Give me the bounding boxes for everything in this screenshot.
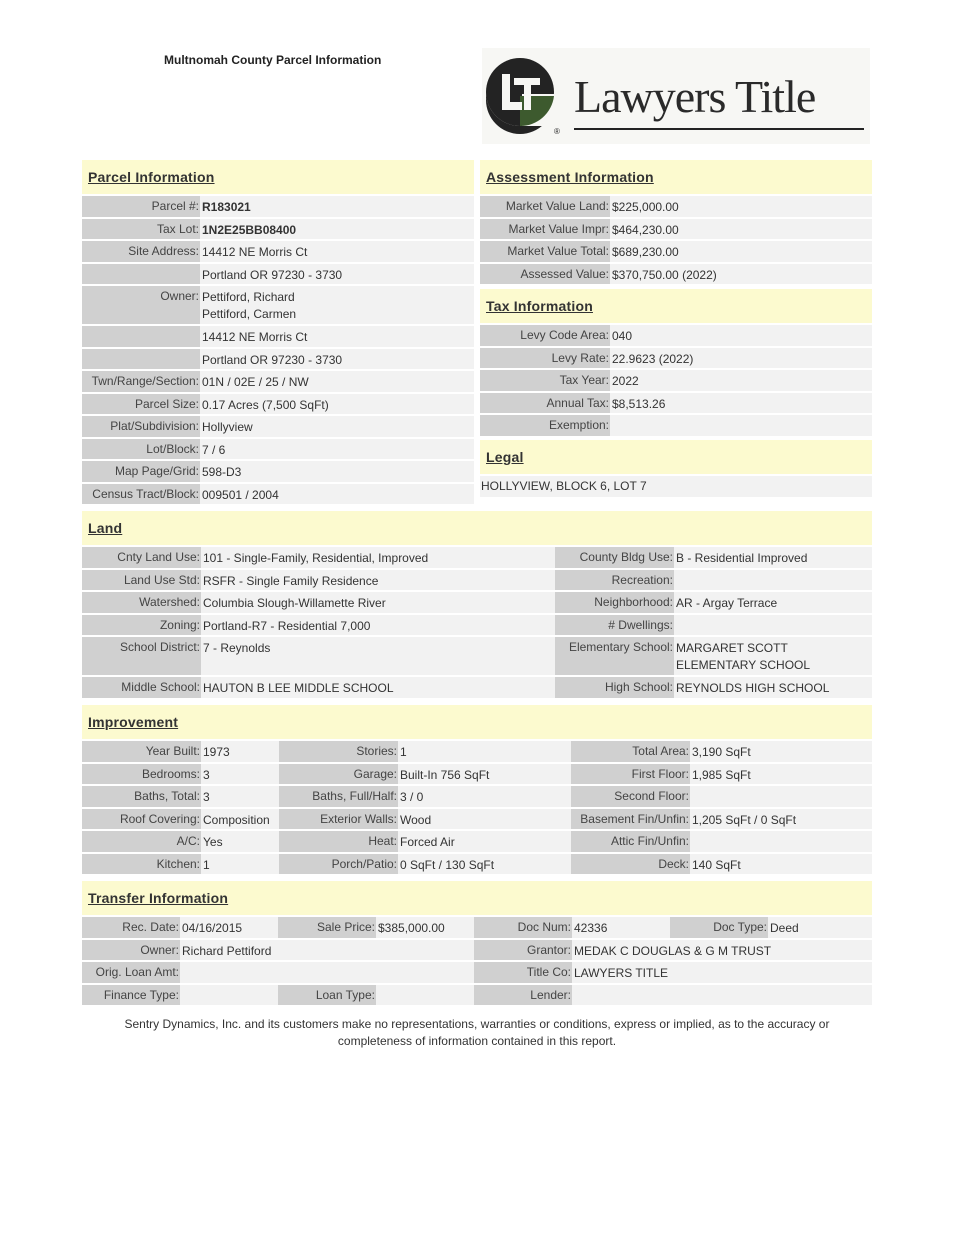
tax-heading: Tax Information: [486, 298, 593, 314]
improvement-label: Baths, Full/Half:: [279, 786, 398, 807]
improvement-value: 1973: [201, 741, 279, 762]
improvement-value: Forced Air: [398, 831, 571, 852]
land-row: [82, 677, 872, 698]
parcel-value: Portland OR 97230 - 3730: [200, 264, 474, 285]
tax-row: [480, 325, 872, 346]
parcel-label: Twn/Range/Section:: [82, 371, 200, 392]
lender-label: Lender:: [474, 985, 572, 1006]
tax-value: 22.9623 (2022): [610, 348, 872, 369]
assessment-information-section: [480, 160, 872, 284]
improvement-value: [690, 831, 872, 852]
improvement-label: Deck:: [571, 854, 690, 875]
tax-value: 2022: [610, 370, 872, 391]
land-value: 7 - Reynolds: [201, 637, 555, 675]
tax-label: Levy Rate:: [480, 348, 610, 369]
lt-emblem-icon: [484, 56, 564, 136]
parcel-value: Portland OR 97230 - 3730: [200, 349, 474, 370]
land-value: HAUTON B LEE MIDDLE SCHOOL: [201, 677, 555, 698]
improvement-label: Year Built:: [82, 741, 201, 762]
parcel-row: [82, 326, 474, 347]
land-label: Elementary School:: [555, 637, 674, 675]
improvement-value: 140 SqFt: [690, 854, 872, 875]
parcel-row: [82, 394, 474, 415]
improvement-label: Attic Fin/Unfin:: [571, 831, 690, 852]
assessment-value: $464,230.00: [610, 219, 872, 240]
transfer-owner-label: Owner:: [82, 940, 180, 961]
title-co-value: LAWYERS TITLE: [572, 962, 872, 983]
lawyers-title-logo: [482, 48, 870, 144]
loan-type-value: [376, 985, 474, 1006]
parcel-label: [82, 349, 200, 370]
transfer-owner-value: Richard Pettiford: [180, 940, 474, 961]
parcel-label: Census Tract/Block:: [82, 484, 200, 505]
improvement-value: Built-In 756 SqFt: [398, 764, 571, 785]
disclaimer: [100, 1016, 854, 1050]
grantor-value: MEDAK C DOUGLAS & G M TRUST: [572, 940, 872, 961]
sale-price-value: $385,000.00: [376, 917, 474, 938]
tax-value: $8,513.26: [610, 393, 872, 414]
land-value: Columbia Slough-Willamette River: [201, 592, 555, 613]
land-value-line: ELEMENTARY SCHOOL: [676, 658, 811, 672]
assessment-label: Assessed Value:: [480, 264, 610, 285]
land-value: RSFR - Single Family Residence: [201, 570, 555, 591]
land-value-line: MARGARET SCOTT: [676, 641, 788, 655]
improvement-label: A/C:: [82, 831, 201, 852]
improvement-value: 3,190 SqFt: [690, 741, 872, 762]
land-row: [82, 570, 872, 591]
parcel-row: [82, 416, 474, 437]
parcel-information-section: [82, 160, 474, 504]
tax-row: [480, 415, 872, 436]
parcel-label: Plat/Subdivision:: [82, 416, 200, 437]
grantor-label: Grantor:: [474, 940, 572, 961]
parcel-row: [82, 241, 474, 262]
svg-text:®: ®: [554, 127, 560, 136]
parcel-value: 009501 / 2004: [200, 484, 474, 505]
improvement-value: 1,205 SqFt / 0 SqFt: [690, 809, 872, 830]
assessment-row: [480, 264, 872, 285]
parcel-label: Tax Lot:: [82, 219, 200, 240]
land-label: Recreation:: [555, 570, 674, 591]
parcel-label: Map Page/Grid:: [82, 461, 200, 482]
assessment-row: [480, 219, 872, 240]
improvement-value: Yes: [201, 831, 279, 852]
parcel-value: 7 / 6: [200, 439, 474, 460]
tax-row: [480, 370, 872, 391]
tax-value: 040: [610, 325, 872, 346]
improvement-heading: Improvement: [88, 714, 179, 730]
land-row: [82, 637, 872, 675]
parcel-label: Owner:: [82, 286, 200, 324]
improvement-value: 3: [201, 764, 279, 785]
improvement-section: [82, 705, 872, 874]
disclaimer-line-2: completeness of information contained in this report.: [337, 1034, 617, 1048]
parcel-row: [82, 371, 474, 392]
land-value: [674, 570, 872, 591]
assessment-value: $370,750.00 (2022): [610, 264, 872, 285]
parcel-row: [82, 286, 474, 324]
land-label: Watershed:: [82, 592, 201, 613]
rec-date-value: 04/16/2015: [180, 917, 278, 938]
parcel-value: 598-D3: [200, 461, 474, 482]
parcel-label: Lot/Block:: [82, 439, 200, 460]
improvement-label: Exterior Walls:: [279, 809, 398, 830]
land-value: 101 - Single-Family, Residential, Improved: [201, 547, 555, 568]
transfer-information-section: [82, 881, 872, 1005]
land-row: [82, 615, 872, 636]
land-label: Cnty Land Use:: [82, 547, 201, 568]
improvement-value: 1,985 SqFt: [690, 764, 872, 785]
loan-type-label: Loan Type:: [278, 985, 376, 1006]
improvement-value: [690, 786, 872, 807]
improvement-label: First Floor:: [571, 764, 690, 785]
tax-label: Annual Tax:: [480, 393, 610, 414]
assessment-value: $225,000.00: [610, 196, 872, 217]
improvement-label: Stories:: [279, 741, 398, 762]
doc-type-value: Deed: [768, 917, 872, 938]
land-label: Middle School:: [82, 677, 201, 698]
land-value: [674, 677, 872, 698]
parcel-value: Hollyview: [200, 416, 474, 437]
title-co-label: Title Co:: [474, 962, 572, 983]
improvement-label: Kitchen:: [82, 854, 201, 875]
assessment-row: [480, 241, 872, 262]
parcel-value-line: Pettiford, Carmen: [202, 307, 297, 321]
improvement-label: Roof Covering:: [82, 809, 201, 830]
assessment-label: Market Value Total:: [480, 241, 610, 262]
parcel-row: [82, 219, 474, 240]
parcel-label: [82, 264, 200, 285]
improvement-row: [82, 831, 872, 852]
parcel-row: [82, 196, 474, 217]
land-value: [674, 615, 872, 636]
assessment-row: [480, 196, 872, 217]
lender-value: [572, 985, 872, 1006]
tax-value: [610, 415, 872, 436]
logo-wordmark: Lawyers Title: [574, 71, 816, 122]
parcel-value: R183021: [200, 196, 474, 217]
parcel-label: Site Address:: [82, 241, 200, 262]
land-label: Zoning:: [82, 615, 201, 636]
land-label: School District:: [82, 637, 201, 675]
land-label: County Bldg Use:: [555, 547, 674, 568]
parcel-label: [82, 326, 200, 347]
transfer-heading: Transfer Information: [88, 890, 229, 906]
parcel-value: 14412 NE Morris Ct: [200, 241, 474, 262]
finance-type-value: [180, 985, 278, 1006]
improvement-row: [82, 809, 872, 830]
tax-label: Tax Year:: [480, 370, 610, 391]
parcel-value: 1N2E25BB08400: [200, 219, 474, 240]
parcel-value-line: Pettiford, Richard: [202, 290, 295, 304]
parcel-heading: Parcel Information: [88, 169, 215, 185]
assessment-value: $689,230.00: [610, 241, 872, 262]
parcel-row: [82, 264, 474, 285]
improvement-value: 1: [201, 854, 279, 875]
tax-information-section: [480, 289, 872, 436]
land-section: [82, 511, 872, 698]
land-value: [674, 592, 872, 613]
section-heading: [82, 160, 474, 194]
legal-description: HOLLYVIEW, BLOCK 6, LOT 7: [480, 476, 872, 497]
doc-num-value: 42336: [572, 917, 670, 938]
improvement-row: [82, 786, 872, 807]
assessment-heading: Assessment Information: [486, 169, 654, 185]
orig-loan-label: Orig. Loan Amt:: [82, 962, 180, 983]
land-value-line: REYNOLDS HIGH SCHOOL: [676, 681, 830, 695]
tax-row: [480, 393, 872, 414]
finance-type-label: Finance Type:: [82, 985, 180, 1006]
orig-loan-value: [180, 962, 474, 983]
logo-underline: [574, 128, 864, 130]
improvement-label: Heat:: [279, 831, 398, 852]
tax-row: [480, 348, 872, 369]
land-value-line: B - Residential Improved: [676, 551, 808, 565]
land-value: Portland-R7 - Residential 7,000: [201, 615, 555, 636]
land-row: [82, 547, 872, 568]
parcel-label: Parcel Size:: [82, 394, 200, 415]
improvement-label: Baths, Total:: [82, 786, 201, 807]
rec-date-label: Rec. Date:: [82, 917, 180, 938]
doc-num-label: Doc Num:: [474, 917, 572, 938]
sale-price-label: Sale Price:: [278, 917, 376, 938]
improvement-value: Wood: [398, 809, 571, 830]
legal-heading: Legal: [486, 449, 524, 465]
parcel-label: Parcel #:: [82, 196, 200, 217]
parcel-value: [200, 286, 474, 324]
legal-section: [480, 440, 872, 497]
improvement-value: Composition: [201, 809, 279, 830]
improvement-label: Garage:: [279, 764, 398, 785]
parcel-row: [82, 349, 474, 370]
improvement-row: [82, 764, 872, 785]
improvement-value: 1: [398, 741, 571, 762]
land-label: # Dwellings:: [555, 615, 674, 636]
tax-label: Exemption:: [480, 415, 610, 436]
land-label: Land Use Std:: [82, 570, 201, 591]
improvement-label: Total Area:: [571, 741, 690, 762]
parcel-row: [82, 461, 474, 482]
improvement-row: [82, 854, 872, 875]
disclaimer-line-1: Sentry Dynamics, Inc. and its customers make no representations, warranties or conditions, express or implied, as to the accuracy or: [124, 1017, 830, 1031]
improvement-label: Porch/Patio:: [279, 854, 398, 875]
parcel-value: 14412 NE Morris Ct: [200, 326, 474, 347]
doc-type-label: Doc Type:: [670, 917, 768, 938]
land-value-line: AR - Argay Terrace: [676, 596, 778, 610]
improvement-value: 3 / 0: [398, 786, 571, 807]
parcel-value: 0.17 Acres (7,500 SqFt): [200, 394, 474, 415]
parcel-row: [82, 484, 474, 505]
parcel-row: [82, 439, 474, 460]
land-row: [82, 592, 872, 613]
improvement-label: Basement Fin/Unfin:: [571, 809, 690, 830]
land-label: High School:: [555, 677, 674, 698]
assessment-label: Market Value Impr:: [480, 219, 610, 240]
tax-label: Levy Code Area:: [480, 325, 610, 346]
parcel-value: 01N / 02E / 25 / NW: [200, 371, 474, 392]
improvement-value: 0 SqFt / 130 SqFt: [398, 854, 571, 875]
land-heading: Land: [88, 520, 123, 536]
improvement-value: 3: [201, 786, 279, 807]
land-value: [674, 637, 872, 675]
land-label: Neighborhood:: [555, 592, 674, 613]
document-title: Multnomah County Parcel Information: [164, 53, 382, 67]
improvement-row: [82, 741, 872, 762]
improvement-label: Bedrooms:: [82, 764, 201, 785]
improvement-label: Second Floor:: [571, 786, 690, 807]
land-value: [674, 547, 872, 568]
assessment-label: Market Value Land:: [480, 196, 610, 217]
